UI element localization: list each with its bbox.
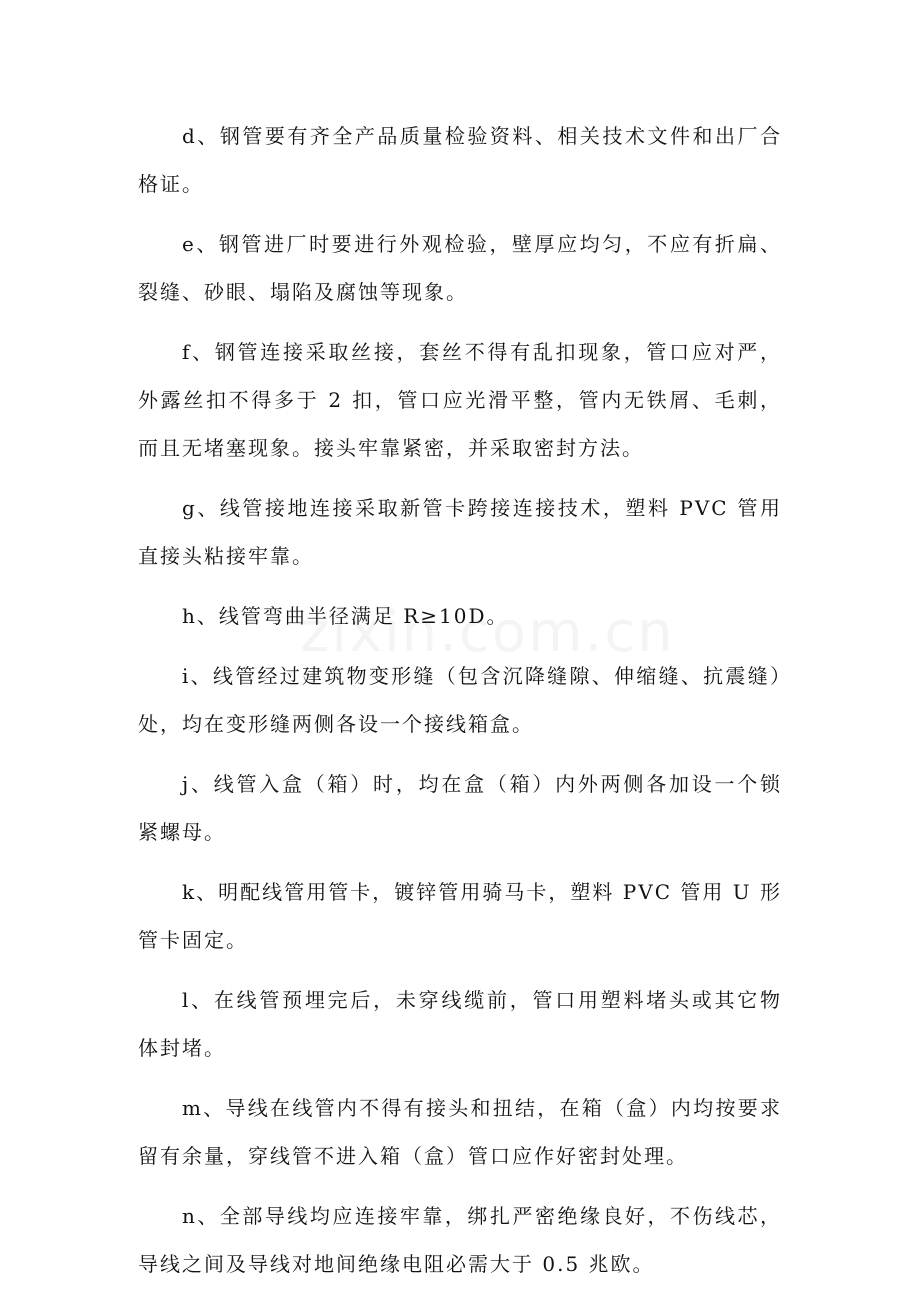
paragraph-h: h、线管弯曲半径满足 R≥10D。 [182,604,509,628]
paragraph-k: k、明配线管用管卡，镀锌管用骑马卡，塑料 PVC 管用 U 形管卡固定。 [138,880,782,952]
paragraph-i: i、线管经过建筑物变形缝（包含沉降缝隙、伸缩缝、抗震缝）处，均在变形缝两侧各设一个接线箱盒。 [138,664,782,736]
paragraph-m: m、导线在线管内不得有接头和扭结，在箱（盒）内均按要求留有余量，穿线管不进入箱（盒）管口应作好密封处理。 [138,1096,782,1168]
paragraph-g: g、线管接地连接采取新管卡跨接连接技术，塑料 PVC 管用直接头粘接牢靠。 [138,496,782,568]
paragraph-l: l、在线管预埋完后，未穿线缆前，管口用塑料堵头或其它物体封堵。 [138,988,782,1060]
paragraph-d: d、钢管要有齐全产品质量检验资料、相关技术文件和出厂合格证。 [138,124,782,196]
paragraph-f: f、钢管连接采取丝接，套丝不得有乱扣现象，管口应对严，外露丝扣不得多于 2 扣，管口应光滑平整，管内无铁屑、毛刺，而且无堵塞现象。接头牢靠紧密，并采取密封方法。 [138,340,782,460]
paragraph-n: n、全部导线均应连接牢靠，绑扎严密绝缘良好，不伤线芯，导线之间及导线对地间绝缘电阻必需大于 0.5 兆欧。 [138,1204,782,1276]
paragraph-e: e、钢管进厂时要进行外观检验，壁厚应均匀，不应有折扁、裂缝、砂眼、塌陷及腐蚀等现象。 [138,232,782,304]
paragraph-j: j、线管入盒（箱）时，均在盒（箱）内外两侧各加设一个锁紧螺母。 [138,772,782,844]
document-page [138,112,782,1300]
